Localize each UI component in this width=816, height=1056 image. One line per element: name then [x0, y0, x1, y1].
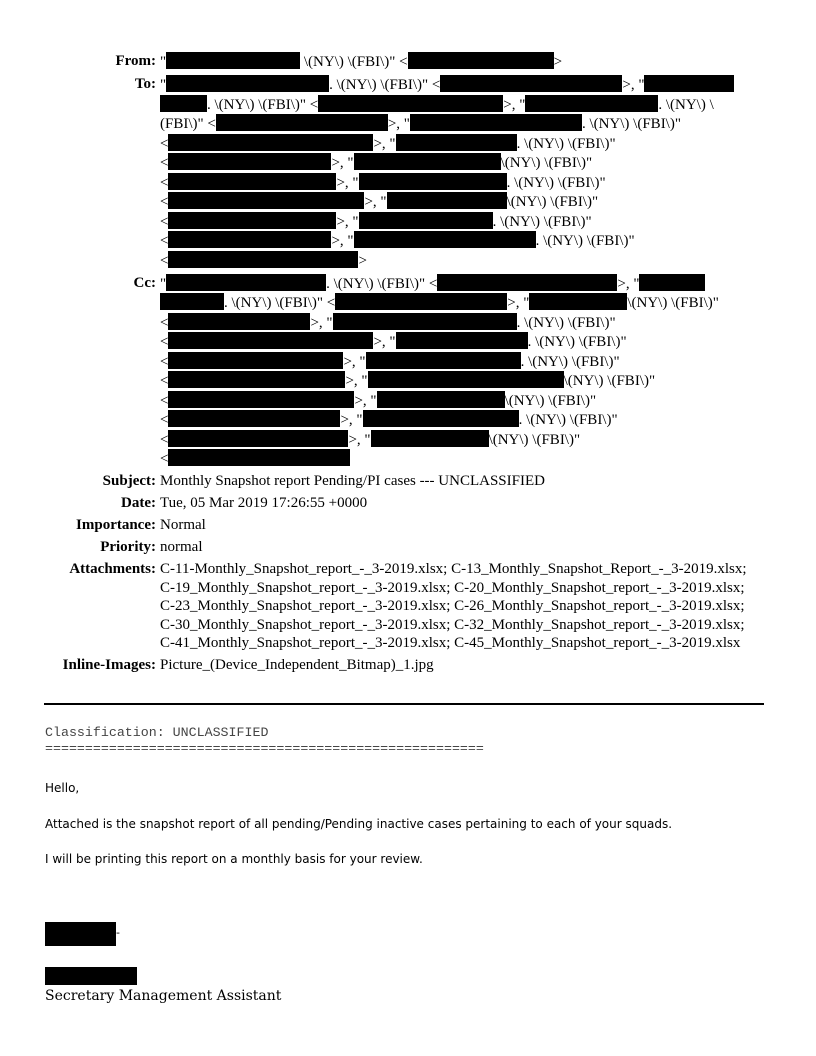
redaction: [366, 352, 521, 369]
redaction: [440, 75, 622, 92]
redaction: [333, 313, 517, 330]
signature-title: Secretary Management Assistant: [45, 988, 282, 1004]
redaction: [216, 114, 388, 131]
redaction: [168, 371, 345, 388]
to-value: " . \(NY\) \(FBI\)" < >, " . \(NY\) \(FBI\)" < >, " . \(NY\) \ (FBI\)" < >, " . \(NY\) \(FBI\)" < >, " . \(NY\) \(FBI\)" < >, " \(NY\) \(FBI\)" < >, " . \(NY\) \(FBI\)" < >, " \(NY\) \(FBI\)" < >, " . \(NY\) \(FBI\)" < >, " . \(NY\) \(FBI\)" < >: [160, 75, 750, 270]
redaction: [354, 231, 536, 248]
cc-value: " . \(NY\) \(FBI\)" < >, " . \(NY\) \(FBI\)" < >, " \(NY\) \(FBI\)" < >, " . \(NY\) \(FBI\)" < >, " . \(NY\) \(FBI\)" < >, " . \(NY\) \(FBI\)" < >, " \(NY\) \(FBI\)" < >, " \(NY\) \(FBI\)" < >, " . \(NY\) \(FBI\)" < >, " \(NY\) \(FBI\)" <: [160, 275, 719, 467]
inline-images-label: Inline-Images:: [62, 657, 156, 673]
importance-label: Importance:: [76, 517, 156, 533]
classification-divider: =======================================================: [45, 741, 484, 756]
email-header: [0, 52, 816, 678]
redaction: [529, 293, 627, 310]
from-label: From:: [115, 53, 156, 69]
redaction: [168, 231, 331, 248]
redaction: [525, 95, 658, 112]
body-paragraph-2: I will be printing this report on a monthly basis for your review.: [45, 852, 423, 866]
redaction: [160, 293, 224, 310]
redaction: [168, 173, 336, 190]
subject-label: Subject:: [102, 473, 156, 489]
redaction: [408, 52, 554, 69]
importance-value: Normal: [160, 517, 206, 533]
redaction: [318, 95, 503, 112]
redaction: [639, 274, 705, 291]
date-row: [0, 494, 816, 513]
attachments-row: [0, 560, 816, 653]
redaction: [354, 153, 501, 170]
redaction: [168, 410, 340, 427]
redaction: [377, 391, 505, 408]
importance-row: [0, 516, 816, 535]
redaction: [168, 332, 373, 349]
to-label: To:: [134, 76, 156, 92]
priority-row: [0, 538, 816, 557]
redaction: [359, 212, 493, 229]
redaction: [166, 52, 300, 69]
signature-redaction: [45, 967, 137, 985]
redaction: [368, 371, 564, 388]
redaction: [644, 75, 734, 92]
redaction: [396, 332, 528, 349]
signature-mark: -: [116, 926, 120, 939]
body-paragraph-1: Attached is the snapshot report of all pending/Pending inactive cases pertaining to each of your squads.: [45, 817, 673, 831]
cc-label: Cc:: [133, 274, 156, 291]
redaction: [437, 274, 617, 291]
redaction: [371, 430, 489, 447]
subject-value: Monthly Snapshot report Pending/PI cases --- UNCLASSIFIED: [160, 473, 545, 489]
attachments-value: C-11-Monthly_Snapshot_report_-_3-2019.xlsx; C-13_Monthly_Snapshot_Report_-_3-2019.xlsx; C-19_Monthly_Snapshot_report_-_3-2019.xlsx; C-20_Monthly_Snapshot_report_-_3-2019.xlsx; C-23_Monthly_Snapshot_report_-_3-2019.xlsx; C-26_Monthly_Snapshot_report_-_3-2019.xlsx; C-30_Monthly_Snapshot_report_-_3-2019.xlsx; C-32_Monthly_Snapshot_report_-_3-2019.xlsx; C-41_Monthly_Snapshot_report_-_3-2019.xlsx; C-45_Monthly_Snapshot_report_-_3-2019.xlsx: [160, 561, 747, 651]
header-divider: [44, 703, 764, 705]
from-value: " \(NY\) \(FBI\)" < >: [160, 54, 563, 70]
redaction: [168, 251, 358, 268]
redaction: [168, 430, 348, 447]
redaction: [168, 352, 343, 369]
redaction: [168, 391, 354, 408]
redaction: [335, 293, 507, 310]
redaction: [396, 134, 517, 151]
redaction: [363, 410, 519, 427]
greeting: Hello,: [45, 781, 80, 795]
redaction: [160, 95, 207, 112]
to-row: [0, 75, 816, 270]
inline-images-row: [0, 656, 816, 675]
priority-value: normal: [160, 539, 203, 555]
from-row: [0, 52, 816, 72]
redaction: [359, 173, 507, 190]
redaction: [387, 192, 507, 209]
classification-line: Classification: UNCLASSIFIED: [45, 725, 269, 740]
redaction: [166, 75, 329, 92]
attachments-label: Attachments:: [69, 561, 156, 577]
redaction: [168, 153, 331, 170]
inline-images-value: Picture_(Device_Independent_Bitmap)_1.jpg: [160, 657, 434, 673]
subject-row: [0, 472, 816, 491]
priority-label: Priority:: [100, 539, 156, 555]
signature-name-redaction: [45, 922, 116, 946]
redaction: [168, 134, 373, 151]
cc-row: [0, 274, 816, 469]
date-label: Date:: [121, 495, 156, 511]
redaction: [168, 449, 350, 466]
redaction: [168, 313, 310, 330]
redaction: [168, 192, 364, 209]
redaction: [168, 212, 336, 229]
redaction: [166, 274, 326, 291]
date-value: Tue, 05 Mar 2019 17:26:55 +0000: [160, 495, 368, 511]
redaction: [410, 114, 582, 131]
